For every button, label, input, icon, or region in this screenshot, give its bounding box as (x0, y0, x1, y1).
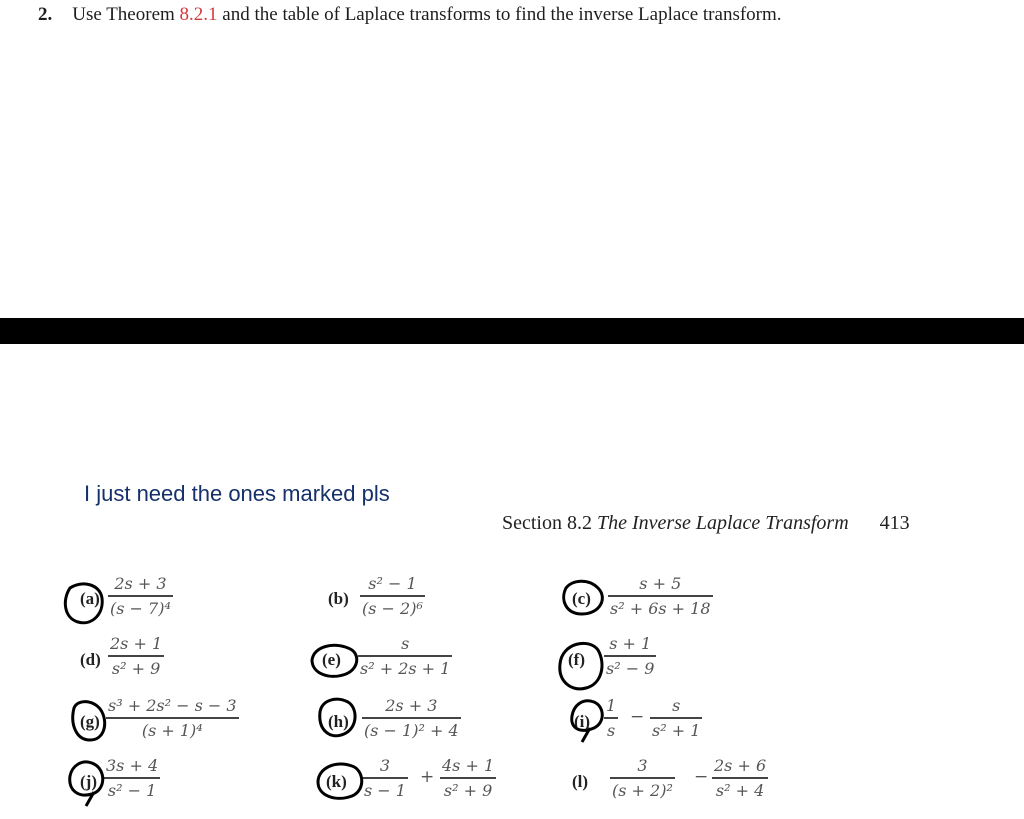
section-title: The Inverse Laplace Transform (597, 512, 849, 534)
item-i-term2-denominator: s² + 1 (652, 720, 701, 740)
section-number: Section 8.2 (502, 512, 592, 534)
item-i-term1 (604, 698, 618, 739)
black-divider-bar (0, 318, 1024, 344)
item-j-denominator: s² − 1 (107, 780, 157, 800)
item-i-term2 (650, 698, 702, 739)
item-f-numerator: s + 1 (609, 634, 652, 653)
problem-statement (38, 4, 782, 26)
item-k-term1-numerator: 3 (379, 756, 391, 775)
item-l-term2-denominator: s² + 4 (715, 780, 765, 800)
item-l-term1 (610, 758, 675, 799)
problem-text-after: and the table of Laplace transforms to find the inverse Laplace transform. (217, 4, 782, 25)
item-h-numerator: 2s + 3 (385, 696, 438, 715)
item-l-label: (l) (572, 772, 589, 791)
item-k-operator: + (420, 767, 435, 787)
item-c-fraction (608, 576, 713, 617)
item-h-fraction (362, 698, 461, 739)
item-j-fraction (104, 758, 160, 799)
item-b-label: (b) (328, 589, 349, 608)
item-f-fraction (604, 636, 656, 677)
item-i-term1-numerator: 1 (606, 696, 617, 715)
item-g-fraction (106, 698, 239, 739)
item-d-denominator: s² + 9 (111, 658, 161, 678)
item-i-term2-numerator: s (672, 696, 681, 715)
item-e-label: (e) (322, 650, 341, 669)
section-header (502, 512, 910, 535)
item-f-label: (f) (568, 650, 585, 669)
item-d-fraction (108, 636, 164, 677)
item-h-label: (h) (328, 712, 349, 731)
item-i-term1-denominator: s (606, 720, 616, 740)
item-k-term2-numerator: 4s + 1 (442, 756, 495, 775)
item-l-term1-denominator: (s + 2)² (612, 780, 673, 800)
item-a-denominator: (s − 7)⁴ (110, 598, 171, 618)
item-c-numerator: s + 5 (639, 574, 682, 593)
item-e-fraction (358, 636, 452, 677)
item-c-denominator: s² + 6s + 18 (610, 598, 711, 618)
item-b-denominator: (s − 2)⁶ (362, 598, 423, 618)
item-k-label: (k) (326, 772, 347, 791)
item-g-numerator: s³ + 2s² − s − 3 (108, 696, 237, 715)
theorem-reference-link[interactable]: 8.2.1 (179, 4, 218, 25)
item-g-denominator: (s + 1)⁴ (141, 720, 203, 740)
item-b-numerator: s² − 1 (368, 574, 417, 593)
item-a-fraction (108, 576, 173, 617)
item-k-term2-denominator: s² + 9 (443, 780, 493, 800)
problem-number: 2. (38, 4, 53, 25)
page-number: 413 (879, 512, 910, 534)
item-c-label: (c) (572, 589, 591, 608)
item-d-label: (d) (80, 650, 101, 669)
item-g-label: (g) (80, 712, 100, 731)
item-l-term2 (712, 758, 768, 799)
item-k-term1-denominator: s − 1 (364, 780, 406, 800)
handwritten-note: I just need the ones marked pls (84, 481, 390, 506)
item-e-numerator: s (401, 634, 410, 653)
item-j-label: (j) (80, 772, 97, 791)
item-l-operator: − (694, 767, 709, 787)
item-l-term2-numerator: 2s + 6 (714, 756, 767, 775)
item-j-numerator: 3s + 4 (106, 756, 159, 775)
item-e-denominator: s² + 2s + 1 (360, 658, 451, 678)
problem-text-before: Use Theorem (72, 4, 180, 25)
item-h-denominator: (s − 1)² + 4 (364, 720, 459, 740)
item-i-operator: − (630, 707, 645, 727)
item-a-label: (a) (80, 589, 100, 608)
item-a-numerator: 2s + 3 (114, 574, 167, 593)
item-i-label: (i) (574, 712, 591, 731)
item-k-term2 (440, 758, 496, 799)
item-k-term1 (362, 758, 408, 799)
item-d-numerator: 2s + 1 (110, 634, 163, 653)
item-f-denominator: s² − 9 (606, 658, 655, 678)
item-b-fraction (360, 576, 425, 617)
item-l-term1-numerator: 3 (637, 756, 648, 775)
